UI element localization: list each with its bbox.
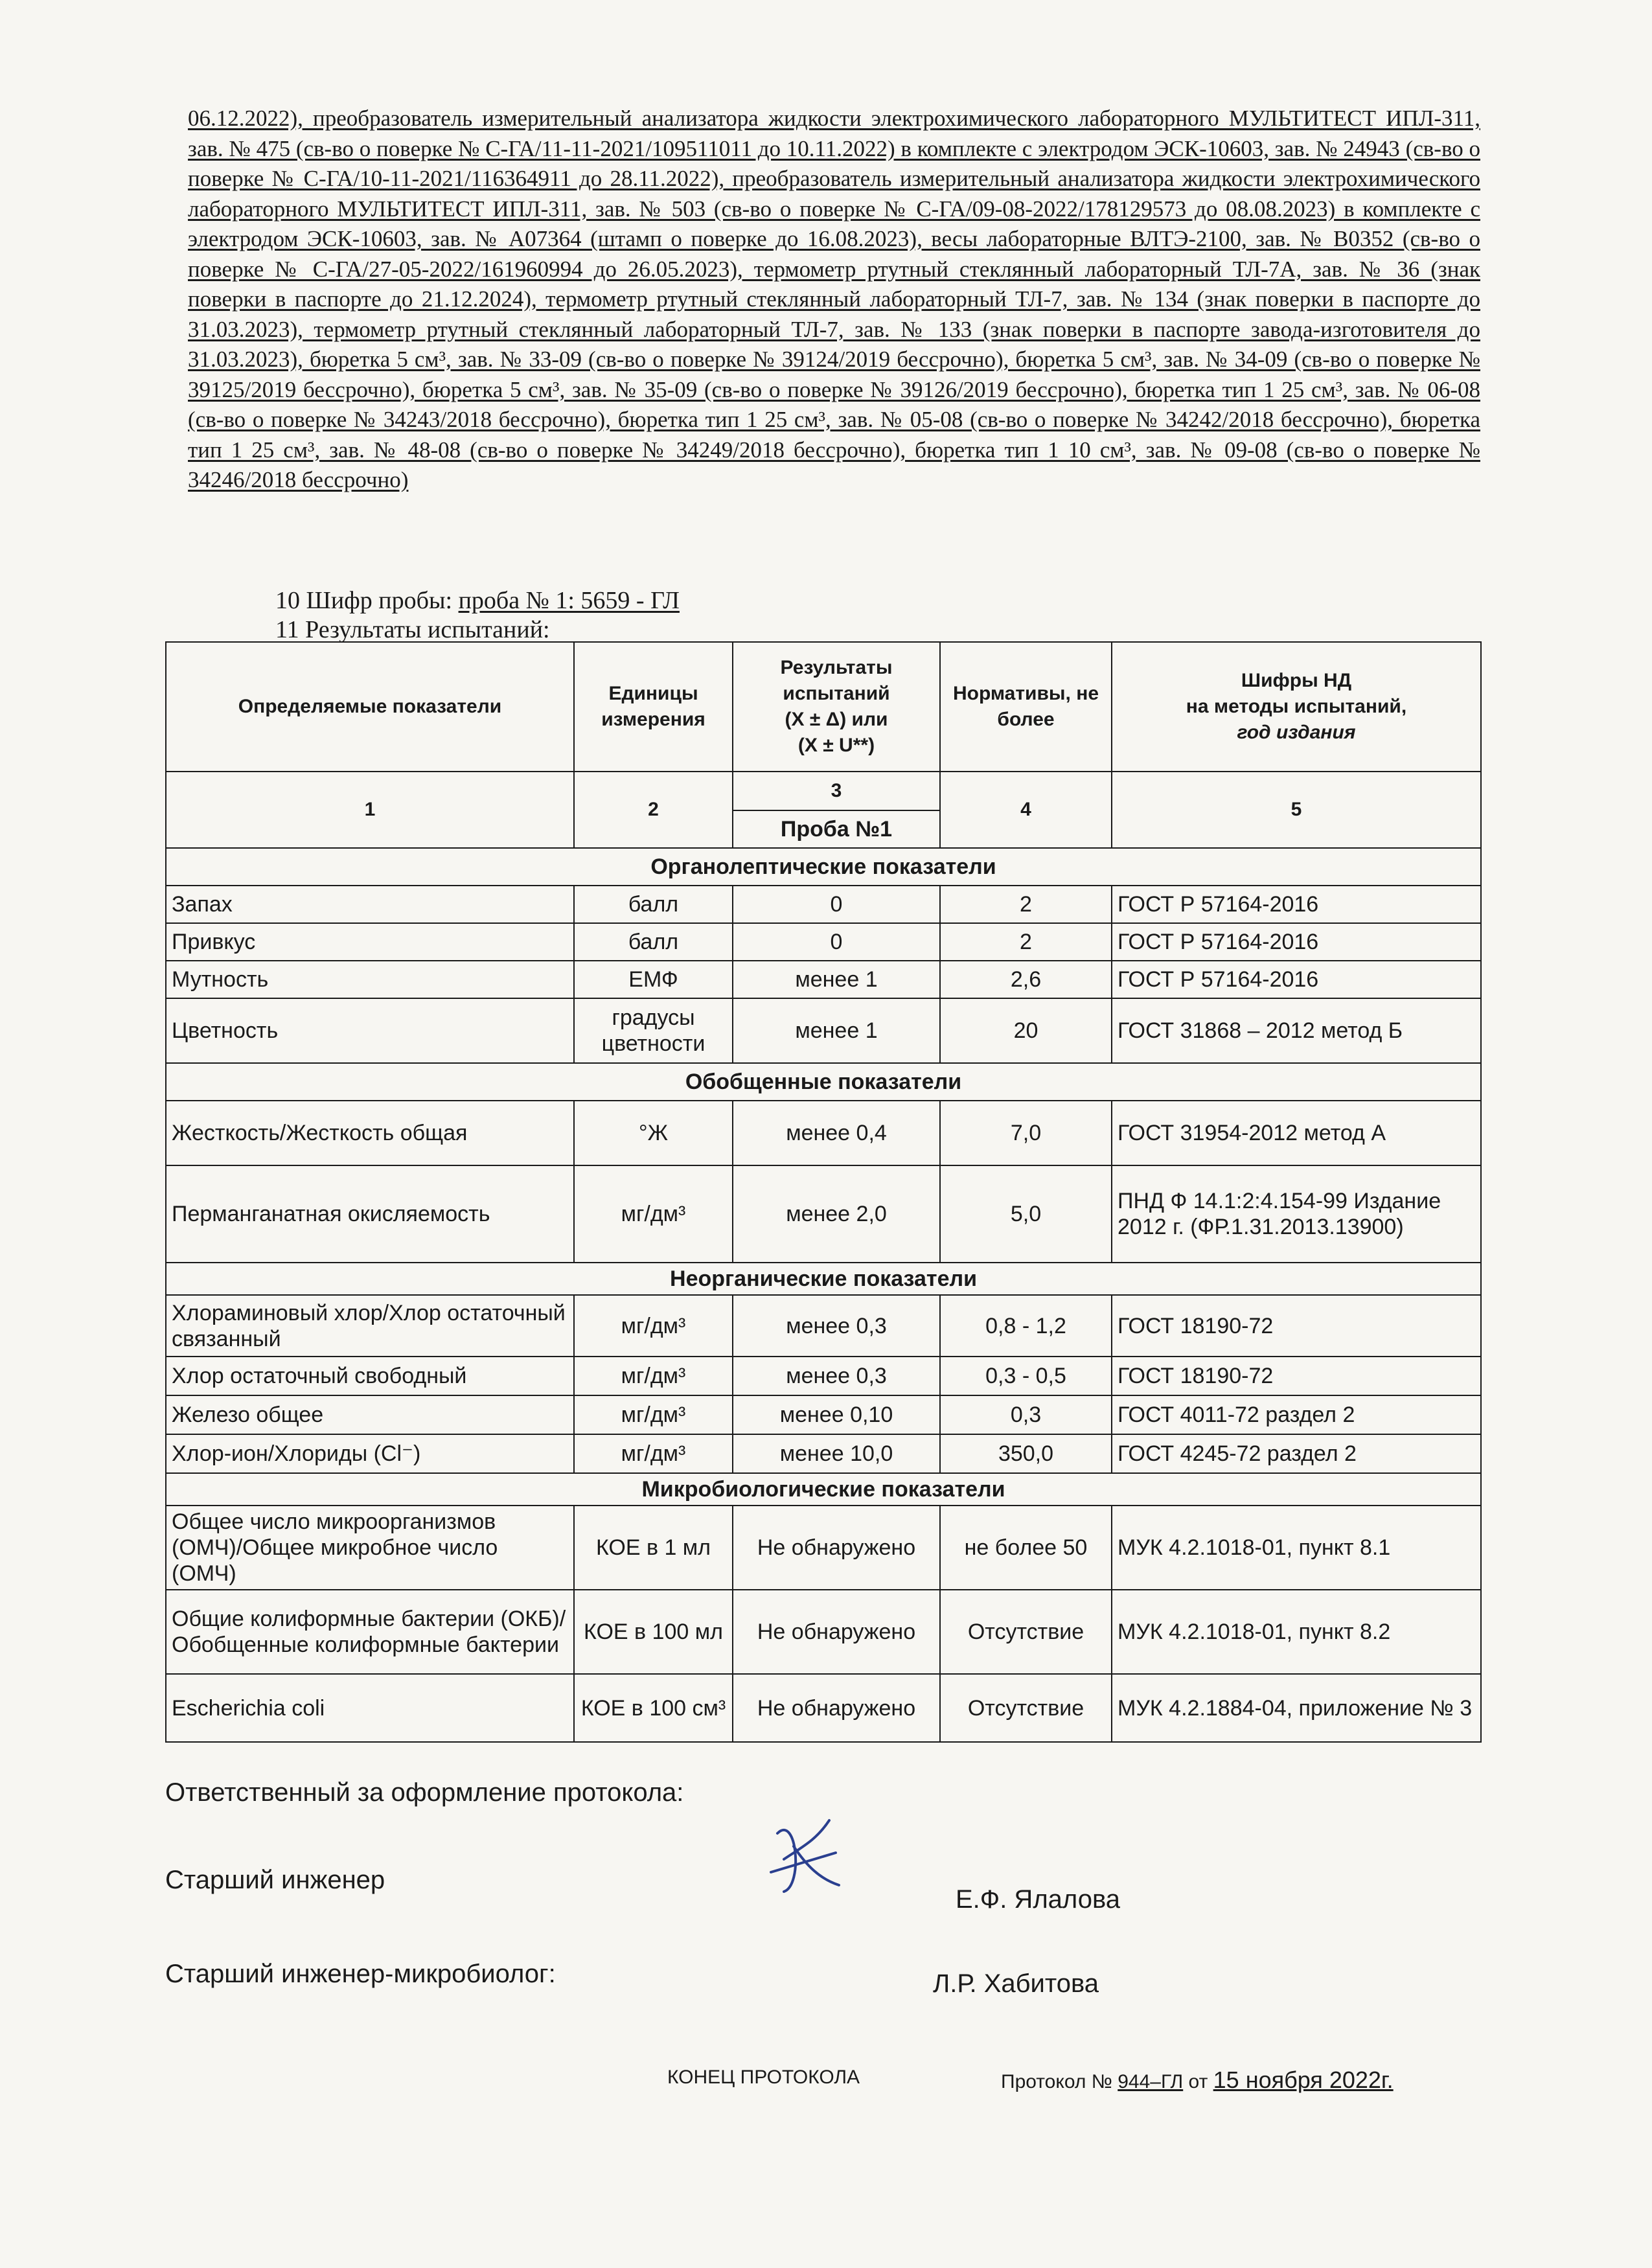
section-row: [166, 1063, 1481, 1101]
col-number: 3: [733, 772, 940, 810]
header-indicator: Определяемые показатели: [166, 642, 574, 772]
results-label: 11 Результаты испытаний:: [275, 616, 550, 643]
table-row: Хлораминовый хлор/Хлор остаточный связанный мг/дм³ менее 0,3 0,8 - 1,2 ГОСТ 18190-72: [166, 1295, 1481, 1357]
section-row: [166, 848, 1481, 886]
section-organoleptic: Органолептические показатели: [166, 848, 1481, 886]
table-header-row: [166, 642, 1481, 772]
table-row: Общие колиформные бактерии (ОКБ)/Обобщенные колиформные бактерии КОЕ в 100 мл Не обнаружено Отсутствие МУК 4.2.1018-01, пункт 8.2: [166, 1590, 1481, 1674]
protocol-date: 15 ноября 2022г.: [1213, 2067, 1394, 2093]
col-number: 5: [1112, 772, 1481, 848]
table-row: Мутность ЕМФ менее 1 2,6 ГОСТ Р 57164-2016: [166, 961, 1481, 998]
col-number: 1: [166, 772, 574, 848]
column-numbers-row: [166, 772, 1481, 810]
header-norms: Нормативы, не более: [940, 642, 1112, 772]
table-row: Хлор остаточный свободный мг/дм³ менее 0,3 0,3 - 0,5 ГОСТ 18190-72: [166, 1357, 1481, 1395]
table-row: Железо общее мг/дм³ менее 0,10 0,3 ГОСТ 4011-72 раздел 2: [166, 1395, 1481, 1434]
equipment-paragraph: 06.12.2022), преобразователь измерительный анализатора жидкости электрохимического лабораторного МУЛЬТИТЕСТ ИПЛ-311, зав. № 475 (св-во о поверке № С-ГА/11-11-2021/109511011 до 10.11.2022) в комплекте с электродом ЭСК-10603, зав. № 24943 (св-во о поверке № С-ГА/10-11-2021/116364911 до 28.11.2022), преобразователь измерительный анализатора жидкости электрохимического лабораторного МУЛЬТИТЕСТ ИПЛ-311, зав. № 503 (св-во о поверке № С-ГА/09-08-2022/178129573 до 08.08.2023) в комплекте с электродом ЭСК-10603, зав. № А07364 (штамп о поверке до 16.08.2023), весы лабораторные ВЛТЭ-2100, зав. № В0352 (св-во о поверке № С-ГА/27-05-2022/161960994 до 26.05.2023), термометр ртутный стеклянный лабораторный ТЛ-7А, зав. № 36 (знак поверки в паспорте до 21.12.2024), термометр ртутный стеклянный лабораторный ТЛ-7, зав. № 134 (знак поверки в паспорте до 31.03.2023), термометр ртутный стеклянный лабораторный ТЛ-7, зав. № 133 (знак поверки в паспорте завода-изготовителя до 31.03.2023), бюретка 5 см³, зав. № 33-09 (св-во о поверке № 39124/2019 бессрочно), бюретка 5 см³, зав. № 34-09 (св-во о поверке № 39125/2019 бессрочно), бюретка 5 см³, зав. № 35-09 (св-во о поверке № 39126/2019 бессрочно), бюретка тип 1 25 см³, зав. № 06-08 (св-во о поверке № 34243/2018 бессрочно), бюретка тип 1 25 см³, зав. № 05-08 (св-во о поверке № 34242/2018 бессрочно), бюретка тип 1 25 см³, зав. № 48-08 (св-во о поверке № 34249/2018 бессрочно), бюретка тип 1 10 см³, зав. № 09-08 (св-во о поверке № 34246/2018 бессрочно): [188, 106, 1480, 492]
section-row: [166, 1263, 1481, 1295]
header-results: Результаты испытаний (Х ± Δ) или (Х ± U**): [733, 642, 940, 772]
header-units: Единицы измерения: [574, 642, 733, 772]
sample-code-line: [275, 586, 680, 615]
table-row: Жесткость/Жесткость общая °Ж менее 0,4 7,0 ГОСТ 31954-2012 метод А: [166, 1101, 1481, 1165]
section-row: [166, 1473, 1481, 1506]
table-row: Хлор-ион/Хлориды (Cl⁻) мг/дм³ менее 10,0 350,0 ГОСТ 4245-72 раздел 2: [166, 1434, 1481, 1473]
signatory-position: Старший инженер-микробиолог:: [165, 1960, 556, 1988]
table-row: Цветность градусы цветности менее 1 20 ГОСТ 31868 – 2012 метод Б: [166, 998, 1481, 1063]
sample-label: Проба №1: [733, 810, 940, 848]
table-row: Запах балл 0 2 ГОСТ Р 57164-2016: [166, 886, 1481, 923]
protocol-footer: Протокол № 944–ГЛ от 15 ноября 2022г.: [1001, 2067, 1394, 2093]
end-of-protocol: КОНЕЦ ПРОТОКОЛА: [667, 2067, 860, 2088]
table-row: Escherichia coli КОЕ в 100 см³ Не обнаружено Отсутствие МУК 4.2.1884-04, приложение № 3: [166, 1674, 1481, 1742]
col-number: 2: [574, 772, 733, 848]
table-row: Привкус балл 0 2 ГОСТ Р 57164-2016: [166, 923, 1481, 961]
section-microbiological: Микробиологические показатели: [166, 1473, 1481, 1506]
header-nd: Шифры НД на методы испытаний, год издания: [1112, 642, 1481, 772]
signatory-position: Старший инженер: [165, 1866, 385, 1894]
responsible-label: Ответственный за оформление протокола:: [165, 1778, 684, 1807]
section-generalized: Обобщенные показатели: [166, 1063, 1481, 1101]
sample-code-label: 10 Шифр пробы:: [275, 587, 459, 614]
signatory-name: Е.Ф. Ялалова: [956, 1885, 1120, 1914]
section-inorganic: Неорганические показатели: [166, 1263, 1481, 1295]
protocol-number: 944–ГЛ: [1118, 2071, 1184, 2092]
handwritten-signature: [758, 1807, 849, 1905]
table-row: Общее число микроорганизмов (ОМЧ)/Общее микробное число (ОМЧ) КОЕ в 1 мл Не обнаружено не более 50 МУК 4.2.1018-01, пункт 8.1: [166, 1506, 1481, 1590]
sample-code-value: проба № 1: 5659 - ГЛ: [458, 587, 680, 614]
results-table: [165, 641, 1482, 1743]
col-number: 4: [940, 772, 1112, 848]
signatory-name: Л.Р. Хабитова: [933, 1969, 1099, 1998]
table-row: Перманганатная окисляемость мг/дм³ менее 2,0 5,0 ПНД Ф 14.1:2:4.154-99 Издание 2012 г. (ФР.1.31.2013.13900): [166, 1165, 1481, 1263]
